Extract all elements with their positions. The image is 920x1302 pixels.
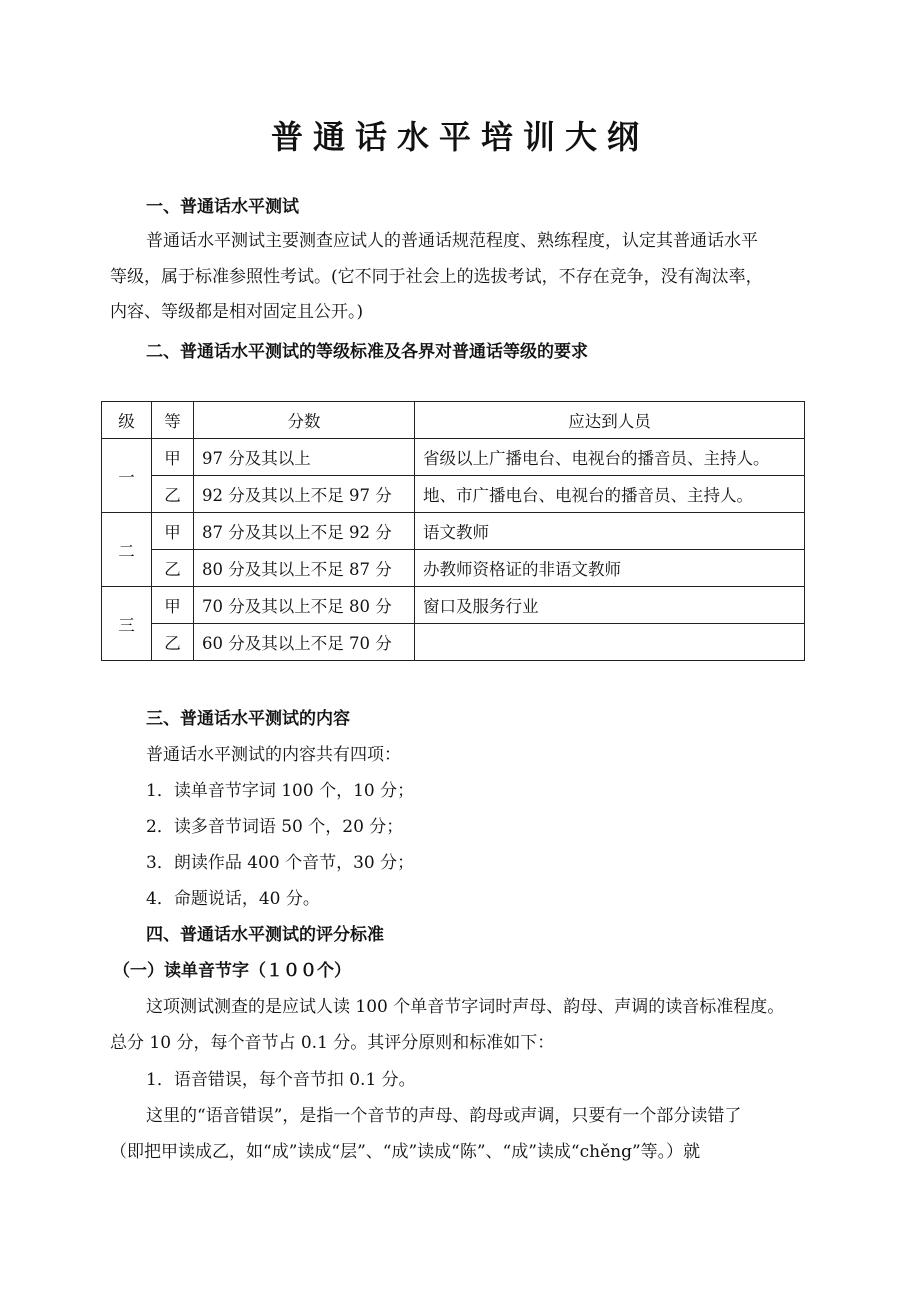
people-cell: 窗口及服务行业 (415, 587, 805, 624)
grade-cell: 甲 (152, 587, 194, 624)
header-score: 分数 (194, 402, 415, 439)
section-4-line-1: 这项测试测查的是应试人读 100 个单音节字词时声母、韵母、声调的读音标准程度。 (146, 997, 785, 1017)
grade-cell: 甲 (152, 513, 194, 550)
people-cell: 办教师资格证的非语文教师 (415, 550, 805, 587)
grade-cell: 乙 (152, 476, 194, 513)
header-grade: 等 (152, 402, 194, 439)
section-3-item-1: 1．读单音节字词 100 个，10 分； (146, 781, 415, 801)
grade-table (101, 401, 805, 661)
section-4-line-5: （即把甲读成乙，如“成”读成“层”、“成”读成“陈”、“成”读成“chěng”等。）就 (110, 1142, 701, 1162)
score-cell: 97 分及其以上 (194, 439, 415, 476)
section-1-line-1: 普通话水平测试主要测查应试人的普通话规范程度、熟练程度，认定其普通话水平 (146, 231, 758, 251)
score-cell: 70 分及其以上不足 80 分 (194, 587, 415, 624)
section-3-intro: 普通话水平测试的内容共有四项： (146, 745, 401, 765)
section-3-item-2: 2．读多音节词语 50 个，20 分； (146, 817, 404, 837)
table-row (102, 439, 805, 476)
section-4-line-3: 1．语音错误，每个音节扣 0.1 分。 (146, 1070, 416, 1090)
people-cell (415, 624, 805, 661)
page-title: 普通话水平培训大纲 (270, 118, 649, 156)
section-4-subheading: （一）读单音节字（１００个） (113, 961, 351, 981)
grade-cell: 乙 (152, 550, 194, 587)
score-cell: 87 分及其以上不足 92 分 (194, 513, 415, 550)
table-row (102, 476, 805, 513)
table-header-row (102, 402, 805, 439)
people-cell: 省级以上广播电台、电视台的播音员、主持人。 (415, 439, 805, 476)
table-row (102, 513, 805, 550)
section-4-line-4: 这里的“语音错误”，是指一个音节的声母、韵母或声调，只要有一个部分读错了 (146, 1106, 742, 1126)
section-3-item-3: 3．朗读作品 400 个音节，30 分； (146, 853, 415, 873)
level-cell: 三 (102, 587, 152, 661)
grade-cell: 甲 (152, 439, 194, 476)
level-cell: 一 (102, 439, 152, 513)
section-1-line-3: 内容、等级都是相对固定且公开。) (110, 302, 364, 322)
table-row (102, 624, 805, 661)
table-row (102, 587, 805, 624)
section-3-item-4: 4．命题说话，40 分。 (146, 889, 320, 909)
grade-cell: 乙 (152, 624, 194, 661)
section-4-heading: 四、普通话水平测试的评分标准 (146, 925, 384, 945)
score-cell: 60 分及其以上不足 70 分 (194, 624, 415, 661)
header-level: 级 (102, 402, 152, 439)
score-cell: 92 分及其以上不足 97 分 (194, 476, 415, 513)
score-cell: 80 分及其以上不足 87 分 (194, 550, 415, 587)
section-1-line-2: 等级，属于标准参照性考试。(它不同于社会上的选拔考试，不存在竞争，没有淘汰率， (110, 267, 763, 287)
section-4-line-2: 总分 10 分，每个音节占 0.1 分。其评分原则和标准如下： (110, 1033, 555, 1053)
level-cell: 二 (102, 513, 152, 587)
header-people: 应达到人员 (415, 402, 805, 439)
people-cell: 地、市广播电台、电视台的播音员、主持人。 (415, 476, 805, 513)
table-row (102, 550, 805, 587)
section-2-heading: 二、普通话水平测试的等级标准及各界对普通话等级的要求 (146, 342, 588, 362)
section-3-heading: 三、普通话水平测试的内容 (146, 709, 350, 729)
section-1-heading: 一、普通话水平测试 (146, 197, 299, 217)
people-cell: 语文教师 (415, 513, 805, 550)
